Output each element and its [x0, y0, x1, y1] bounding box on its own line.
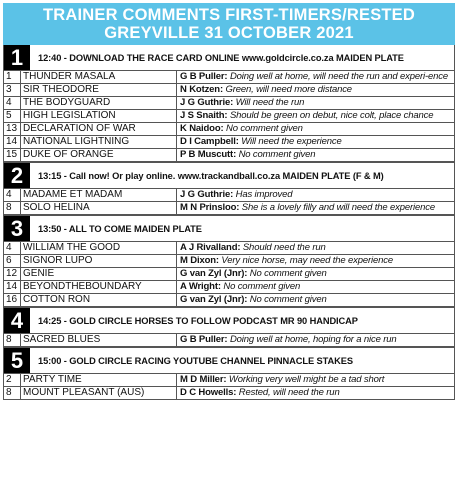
- horse-name: SIGNOR LUPO: [21, 255, 177, 267]
- trainer-comment: [177, 374, 454, 386]
- trainer-comment: [177, 268, 454, 280]
- trainer-comment: [177, 110, 454, 122]
- comment-text: Very nice horse, may need the experience: [221, 255, 394, 266]
- trainer-name: G van Zyl (Jnr):: [180, 294, 248, 305]
- trainer-comment: [177, 84, 454, 96]
- trainer-name: K Naidoo:: [180, 123, 224, 134]
- runner-number: 8: [4, 334, 21, 346]
- race-header: [4, 162, 454, 189]
- trainer-comment: [177, 189, 454, 201]
- runner-number: 5: [4, 110, 21, 122]
- race-list: [3, 45, 455, 400]
- trainer-name: D C Howells:: [180, 387, 237, 398]
- runner-row: [4, 268, 454, 281]
- race-title: 13:50 - ALL TO COME MAIDEN PLATE: [38, 223, 202, 234]
- runner-row: [4, 294, 454, 307]
- trainer-comment: [177, 294, 454, 306]
- race-number-badge: 4: [4, 308, 30, 333]
- race-header: [4, 347, 454, 374]
- runner-row: [4, 110, 454, 123]
- race-title: 13:15 - Call now! Or play online. www.trackandball.co.za MAIDEN PLATE (F & M): [38, 170, 384, 181]
- trainer-name: A J Rivalland:: [180, 242, 241, 253]
- comment-text: No comment given: [223, 281, 301, 292]
- header-title: TRAINER COMMENTS FIRST-TIMERS/RESTED: [42, 6, 416, 24]
- horse-name: WILLIAM THE GOOD: [21, 242, 177, 254]
- trainer-comment: [177, 149, 454, 161]
- race-number-badge: 3: [4, 216, 30, 241]
- runner-number: 3: [4, 84, 21, 96]
- runner-row: [4, 189, 454, 202]
- trainer-name: J S Snaith:: [180, 110, 228, 121]
- runner-number: 14: [4, 136, 21, 148]
- runner-number: 15: [4, 149, 21, 161]
- comment-text: Rested, will need the run: [238, 387, 340, 398]
- runner-row: [4, 281, 454, 294]
- trainer-comment: [177, 242, 454, 254]
- trainer-comment: [177, 123, 454, 135]
- comment-text: Has improved: [235, 189, 293, 200]
- trainer-name: G B Puller:: [180, 334, 228, 345]
- runner-row: [4, 202, 454, 215]
- trainer-name: J G Guthrie:: [180, 189, 234, 200]
- comment-text: Should need the run: [242, 242, 326, 253]
- comment-text: Green, will need more distance: [225, 84, 352, 95]
- runner-number: 13: [4, 123, 21, 135]
- trainer-name: D I Campbell:: [180, 136, 239, 147]
- trainer-comment: [177, 71, 454, 83]
- trainer-name: M Dixon:: [180, 255, 219, 266]
- comment-text: Working very well might be a tad short: [228, 374, 385, 385]
- trainer-name: G van Zyl (Jnr):: [180, 268, 248, 279]
- trainer-comments-sheet: [3, 3, 455, 400]
- comment-text: Will need the run: [235, 97, 305, 108]
- race-header: [4, 215, 454, 242]
- runner-number: 4: [4, 242, 21, 254]
- trainer-name: N Kotzen:: [180, 84, 223, 95]
- trainer-comment: [177, 202, 454, 214]
- horse-name: GENIE: [21, 268, 177, 280]
- race-header: [4, 307, 454, 334]
- race-number-badge: 1: [4, 45, 30, 70]
- horse-name: SIR THEODORE: [21, 84, 177, 96]
- runner-number: 4: [4, 97, 21, 109]
- runner-row: [4, 149, 454, 162]
- horse-name: DUKE OF ORANGE: [21, 149, 177, 161]
- runner-number: 2: [4, 374, 21, 386]
- trainer-name: G B Puller:: [180, 71, 228, 82]
- runner-row: [4, 387, 454, 399]
- trainer-comment: [177, 334, 454, 346]
- comment-text: Doing well at home, will need the run and experi-ence: [229, 71, 449, 82]
- runner-row: [4, 242, 454, 255]
- trainer-comment: [177, 136, 454, 148]
- comment-text: No comment given: [238, 149, 316, 160]
- runner-row: [4, 136, 454, 149]
- horse-name: PARTY TIME: [21, 374, 177, 386]
- comment-text: Doing well at home, hoping for a nice run: [229, 334, 397, 345]
- horse-name: COTTON RON: [21, 294, 177, 306]
- horse-name: SACRED BLUES: [21, 334, 177, 346]
- runner-number: 12: [4, 268, 21, 280]
- runner-number: 16: [4, 294, 21, 306]
- runner-row: [4, 123, 454, 136]
- runner-row: [4, 374, 454, 387]
- runner-row: [4, 255, 454, 268]
- runner-number: 1: [4, 71, 21, 83]
- trainer-comment: [177, 281, 454, 293]
- horse-name: MADAME ET MADAM: [21, 189, 177, 201]
- horse-name: THUNDER MASALA: [21, 71, 177, 83]
- trainer-name: J G Guthrie:: [180, 97, 234, 108]
- trainer-name: A Wright:: [180, 281, 221, 292]
- runner-number: 8: [4, 202, 21, 214]
- horse-name: THE BODYGUARD: [21, 97, 177, 109]
- runner-row: [4, 71, 454, 84]
- race-title: 12:40 - DOWNLOAD THE RACE CARD ONLINE www.goldcircle.co.za MAIDEN PLATE: [38, 52, 404, 63]
- comment-text: No comment given: [249, 268, 327, 279]
- comment-text: She is a lovely filly and will need the experience: [241, 202, 435, 213]
- trainer-name: M N Prinsloo:: [180, 202, 240, 213]
- horse-name: NATIONAL LIGHTNING: [21, 136, 177, 148]
- horse-name: BEYONDTHEBOUNDARY: [21, 281, 177, 293]
- race-header: [4, 45, 454, 71]
- race-number-badge: 5: [4, 348, 30, 373]
- horse-name: HIGH LEGISLATION: [21, 110, 177, 122]
- page-header: [3, 3, 455, 45]
- trainer-comment: [177, 97, 454, 109]
- race-title: 15:00 - GOLD CIRCLE RACING YOUTUBE CHANNEL PINNACLE STAKES: [38, 355, 353, 366]
- comment-text: No comment given: [226, 123, 303, 134]
- race-title: 14:25 - GOLD CIRCLE HORSES TO FOLLOW PODCAST MR 90 HANDICAP: [38, 315, 358, 326]
- runner-number: 8: [4, 387, 21, 399]
- trainer-comment: [177, 255, 454, 267]
- horse-name: SOLO HELINA: [21, 202, 177, 214]
- runner-row: [4, 334, 454, 347]
- trainer-name: M D Miller:: [180, 374, 227, 385]
- trainer-comment: [177, 387, 454, 399]
- runner-number: 6: [4, 255, 21, 267]
- comment-text: Should be green on debut, nice colt, place chance: [229, 110, 434, 121]
- comment-text: No comment given: [249, 294, 327, 305]
- runner-number: 14: [4, 281, 21, 293]
- runner-row: [4, 84, 454, 97]
- trainer-name: P B Muscutt:: [180, 149, 237, 160]
- race-number-badge: 2: [4, 163, 30, 188]
- comment-text: Will need the experience: [241, 136, 342, 147]
- horse-name: MOUNT PLEASANT (AUS): [21, 387, 177, 399]
- runner-row: [4, 97, 454, 110]
- runner-number: 4: [4, 189, 21, 201]
- header-subtitle: GREYVILLE 31 OCTOBER 2021: [104, 24, 354, 42]
- horse-name: DECLARATION OF WAR: [21, 123, 177, 135]
